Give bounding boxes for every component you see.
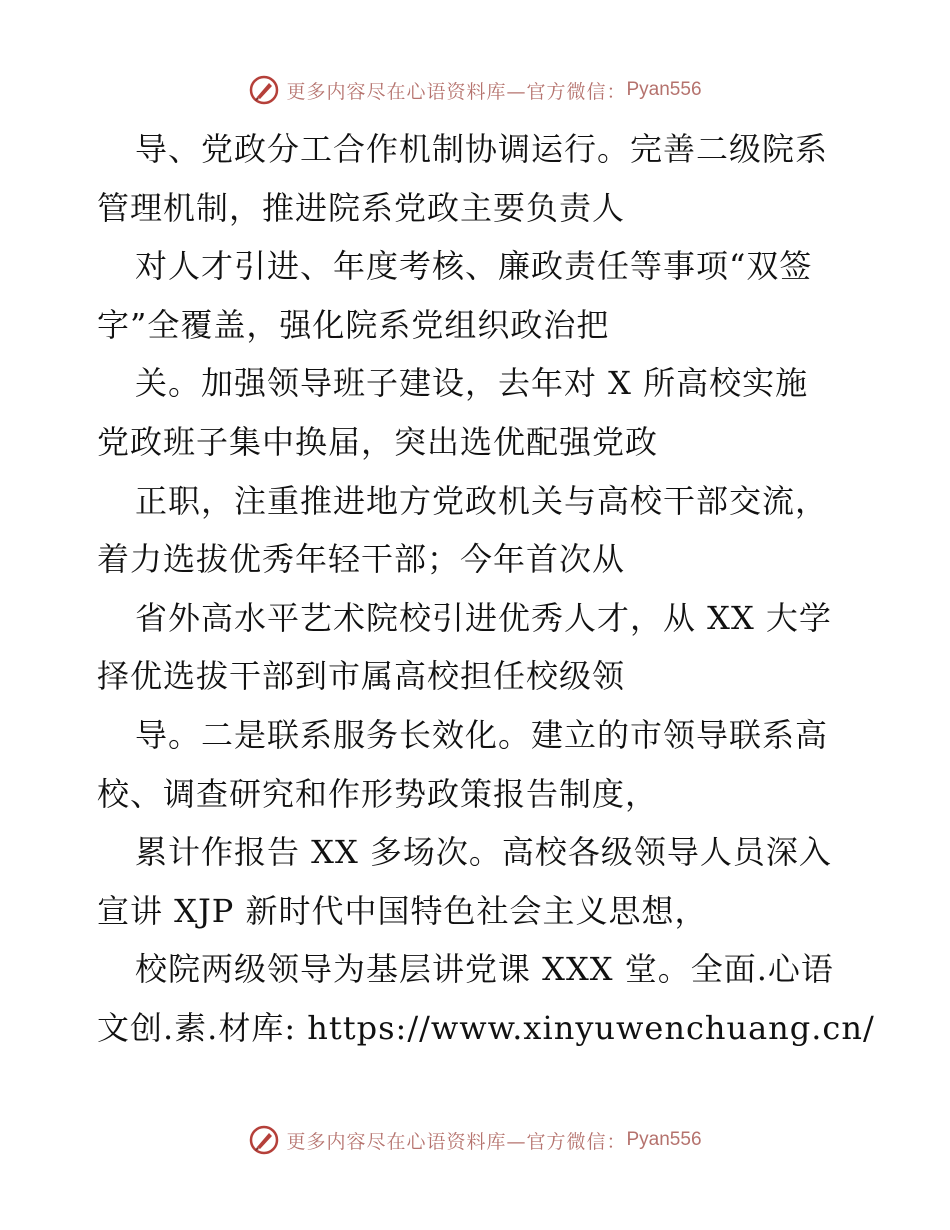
text-line: 省外高水平艺术院校引进优秀人才，从 XX 大学 [135, 598, 832, 637]
text-line: 对人才引进、年度考核、廉政责任等事项“双签 [135, 247, 813, 286]
footer-banner [0, 1120, 950, 1160]
footer-banner-text: 更多内容尽在心语资料库—官方微信： [286, 1130, 627, 1153]
text-line: 党政班子集中换届，突出选优配强党政 [97, 422, 659, 461]
text-line: 择优选拔干部到市属高校担任校级领 [97, 657, 626, 696]
text-line: 校院两级领导为基层讲党课 XXX 堂。全面.心语 [135, 950, 834, 989]
text-line: 校、调查研究和作形势政策报告制度， [97, 774, 659, 813]
text-line: 关。加强领导班子建设，去年对 X 所高校实施 [135, 364, 809, 403]
text-line: 导、党政分工合作机制协调运行。完善二级院系 [135, 130, 829, 168]
text-line: 导。二是联系服务长效化。建立的市领导联系高 [135, 715, 829, 754]
header-banner-id: Pyan556 [626, 79, 702, 100]
text-line: 累计作报告 XX 多场次。高校各级领导人员深入 [135, 833, 832, 872]
text-line: 宣讲 XJP 新时代中国特色社会主义思想， [97, 891, 708, 930]
text-line: 管理机制，推进院系党政主要负责人 [97, 188, 626, 227]
text-line: 文创.素.材库: https://www.xinyuwenchuang.cn/ [97, 1008, 875, 1047]
header-banner-text: 更多内容尽在心语资料库—官方微信： [286, 80, 627, 103]
text-line: 着力选拔优秀年轻干部；今年首次从 [97, 540, 626, 579]
header-banner [0, 70, 950, 110]
pen-logo-icon [248, 74, 280, 106]
pen-logo-icon [248, 1124, 280, 1156]
text-line: 字”全覆盖，强化院系党组织政治把 [97, 305, 610, 344]
text-line: 正职，注重推进地方党政机关与高校干部交流， [135, 481, 829, 520]
footer-banner-id: Pyan556 [626, 1129, 702, 1150]
document-body [97, 120, 897, 1058]
